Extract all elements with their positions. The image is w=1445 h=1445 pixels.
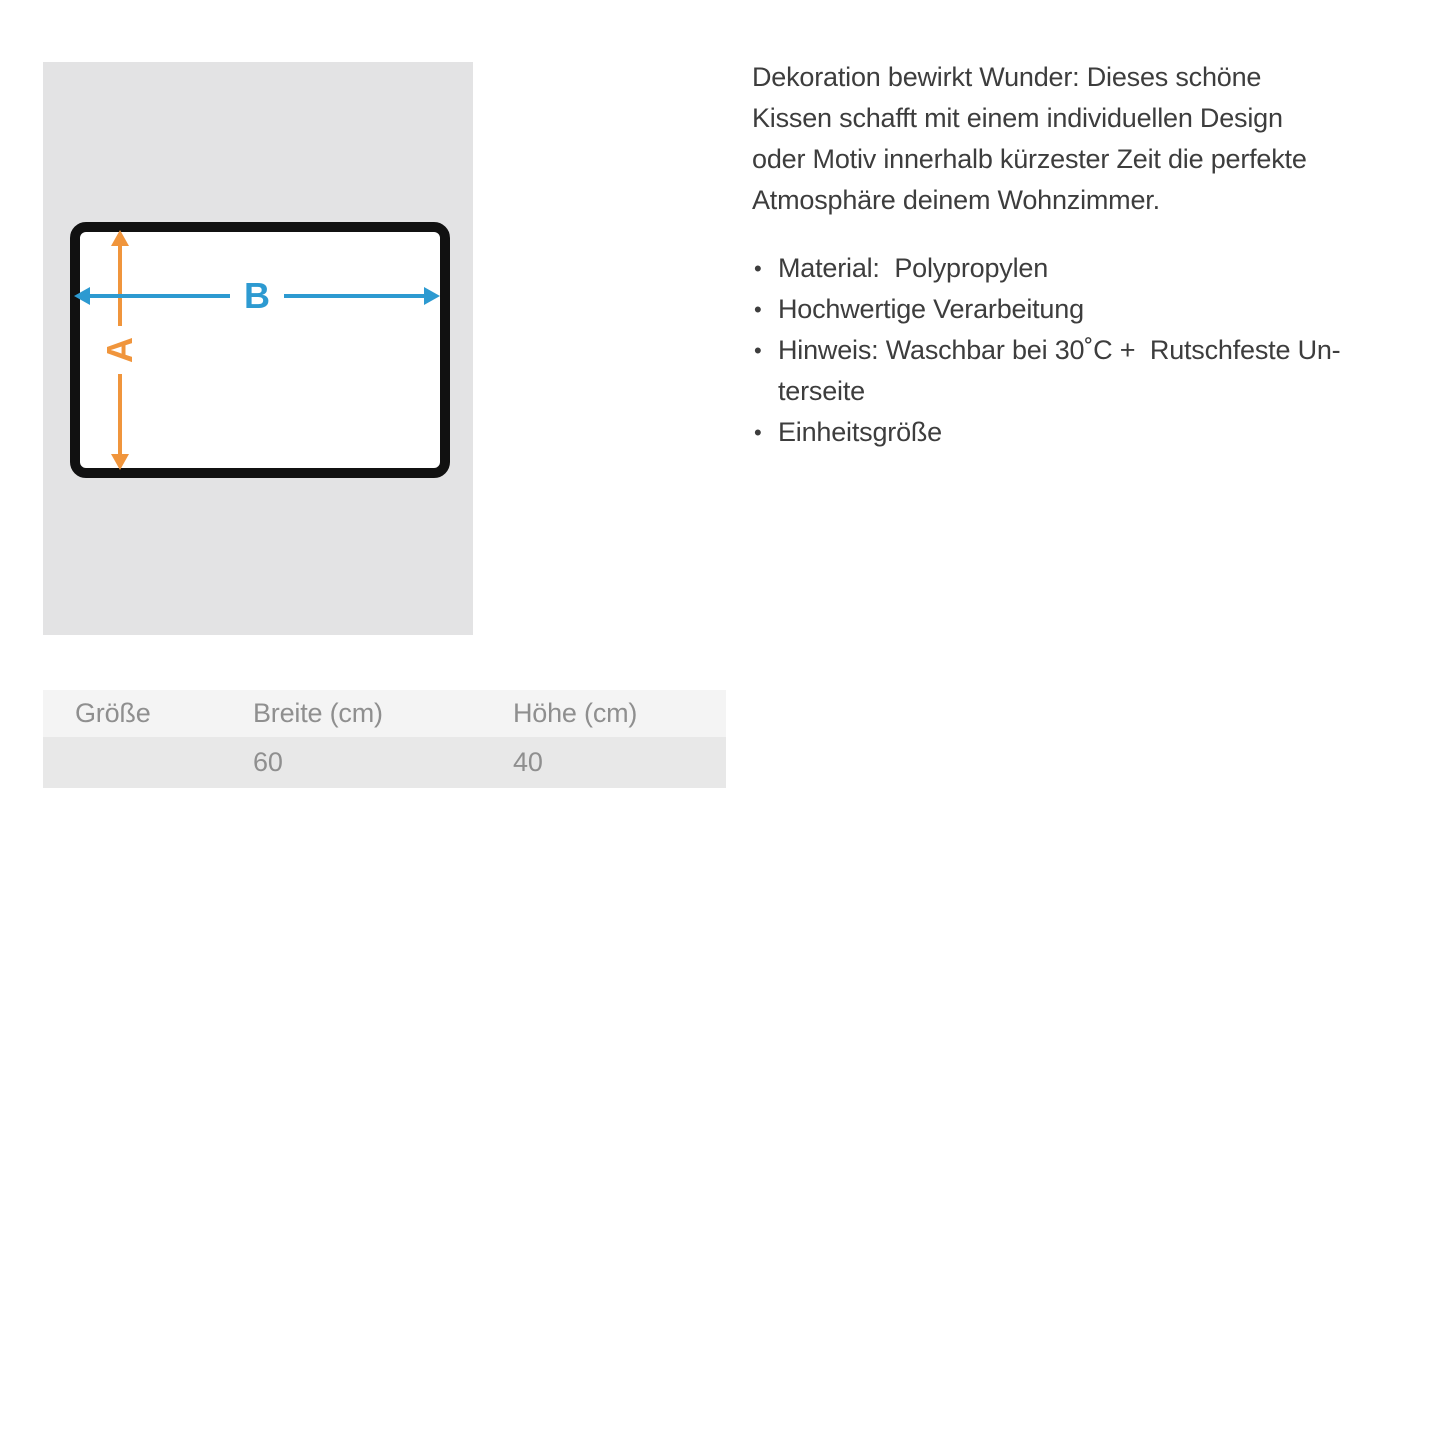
- arrow-down-icon: [111, 454, 129, 470]
- description-line: oder Motiv innerhalb kürzester Zeit die perfekte: [752, 144, 1307, 174]
- product-description: [752, 57, 1445, 453]
- column-header-size: Größe: [75, 698, 151, 728]
- width-arrow-line: [90, 294, 230, 298]
- arrow-left-icon: [74, 287, 90, 305]
- bullet-care-note-wrap: terseite: [778, 376, 865, 406]
- cell-size: [43, 737, 221, 788]
- dimension-label-a: A: [99, 337, 140, 363]
- width-arrow: [74, 275, 440, 316]
- bullet-icon: •: [754, 297, 762, 322]
- bullet-material: Material: Polypropylen: [778, 253, 1049, 283]
- pillow-outline: [70, 222, 450, 478]
- description-line: Atmosphäre deinem Wohnzimmer.: [752, 185, 1160, 215]
- list-item: [752, 412, 1445, 453]
- arrow-up-icon: [111, 230, 129, 246]
- bullet-icon: •: [754, 420, 762, 445]
- bullet-icon: •: [754, 256, 762, 281]
- description-line: Kissen schafft mit einem individuellen Design: [752, 103, 1283, 133]
- description-line: Dekoration bewirkt Wunder: Dieses schöne: [752, 62, 1262, 92]
- size-table: [43, 690, 726, 788]
- bullet-one-size: Einheitsgröße: [778, 417, 942, 447]
- bullet-quality: Hochwertige Verarbeitung: [778, 294, 1084, 324]
- cell-width: 60: [253, 747, 283, 777]
- height-arrow-line: [118, 374, 122, 454]
- bullet-icon: •: [754, 338, 762, 363]
- width-arrow-line: [284, 294, 424, 298]
- list-item: [752, 289, 1445, 330]
- bullet-care-note: Hinweis: Waschbar bei 30˚C + Rutschfeste Un-: [778, 335, 1341, 365]
- feature-bullet-list: [752, 248, 1445, 453]
- table-row: [43, 737, 726, 788]
- height-arrow: [99, 230, 140, 470]
- size-table-header-row: [43, 690, 726, 737]
- column-header-height: Höhe (cm): [513, 698, 638, 728]
- cell-height: 40: [513, 747, 543, 777]
- arrow-right-icon: [424, 287, 440, 305]
- dimension-diagram-panel: [43, 62, 473, 635]
- column-header-width: Breite (cm): [253, 698, 383, 728]
- dimension-label-b: B: [244, 275, 270, 316]
- list-item: [752, 330, 1445, 412]
- list-item: [752, 248, 1445, 289]
